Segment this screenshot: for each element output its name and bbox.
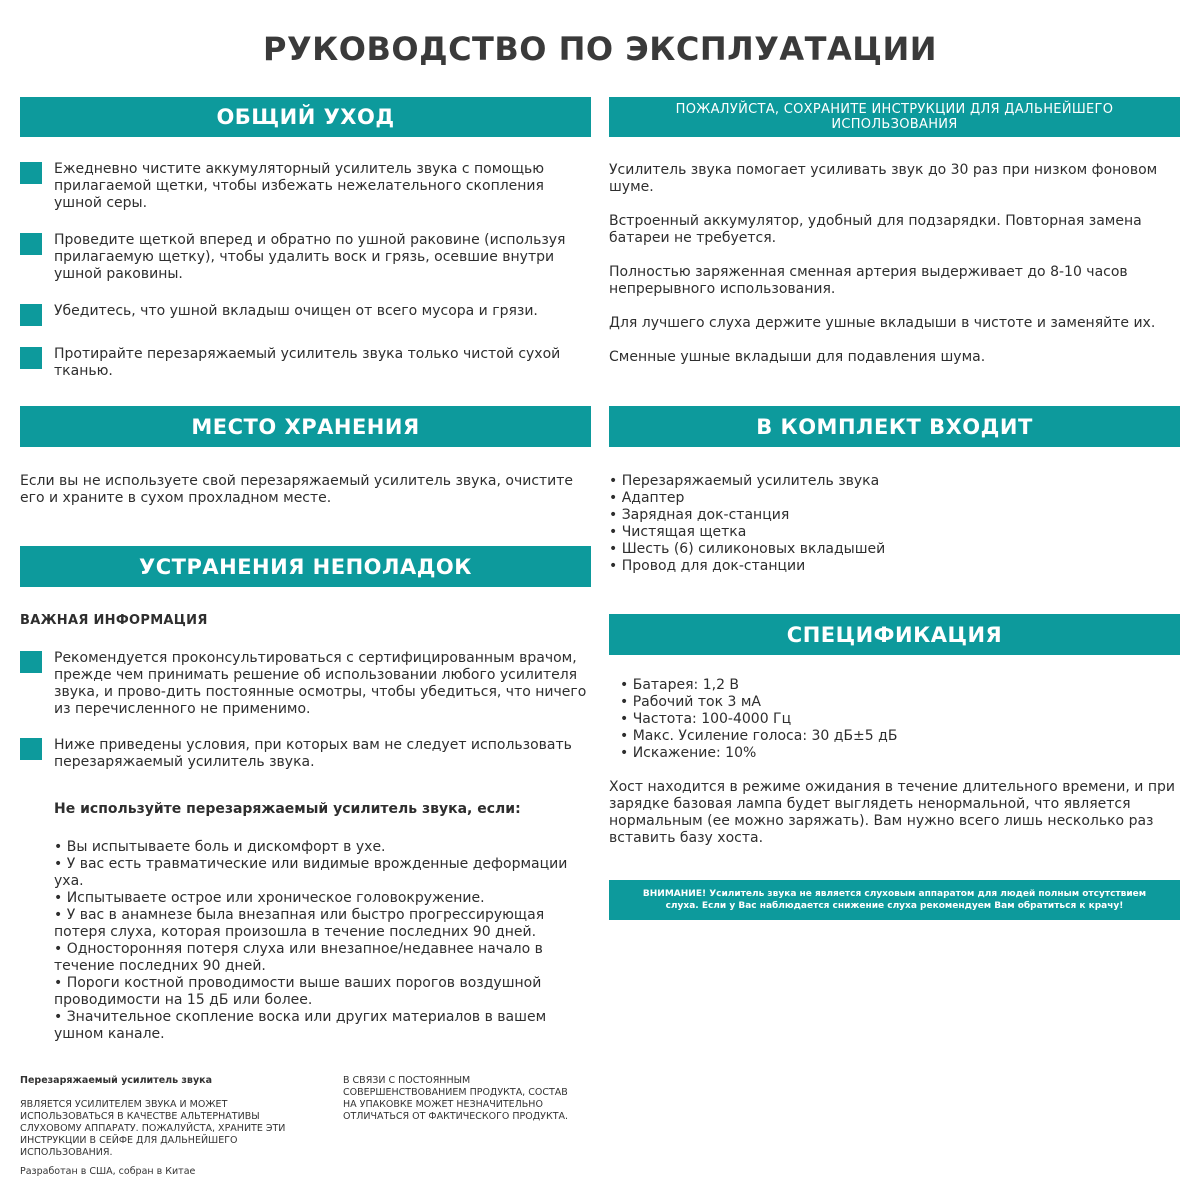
spec-item: • Батарея: 1,2 В <box>620 677 740 693</box>
storage-heading: МЕСТО ХРАНЕНИЯ <box>20 406 591 447</box>
spec-item: • Искажение: 10% <box>620 745 757 761</box>
condition-item: • Односторонняя потеря слуха или внезапное/недавнее начало в течение последних 90 дней. <box>54 941 543 974</box>
kit-item: • Зарядная док-станция <box>609 507 790 523</box>
condition-item: • У вас в анамнезе была внезапная или быстро прогрессирующая потеря слуха, которая произошла в течение последних 90 дней. <box>54 907 545 940</box>
save-instructions-heading: ПОЖАЛУЙСТА, СОХРАНИТЕ ИНСТРУКЦИИ ДЛЯ ДАЛЬНЕЙШЕГО ИСПОЛЬЗОВАНИЯ <box>609 97 1180 137</box>
care-heading: ОБЩИЙ УХОД <box>20 97 591 137</box>
kit-item: • Чистящая щетка <box>609 524 747 540</box>
troubleshooting-heading: УСТРАНЕНИЯ НЕПОЛАДОК <box>20 546 591 587</box>
footer-origin: Разработан в США, собран в Китае <box>20 1166 196 1177</box>
kit-list <box>609 473 1180 575</box>
bullet-square-icon <box>20 304 42 326</box>
conditions-list <box>54 839 574 1043</box>
kit-item: • Шесть (6) силиконовых вкладышей <box>609 541 886 557</box>
footer-disclaimer: ЯВЛЯЕТСЯ УСИЛИТЕЛЕМ ЗВУКА И МОЖЕТ ИСПОЛЬЗОВАТЬСЯ В КАЧЕСТВЕ АЛЬТЕРНАТИВЫ СЛУХОВОМУ АППАРАТУ. ПОЖАЛУЙСТА, ХРАНИТЕ ЭТИ ИНСТРУКЦИИ В СЕЙФЕ ДЛЯ ДАЛЬНЕЙШЕГО ИСПОЛЬЗОВАНИЯ. <box>20 1099 286 1158</box>
do-not-use-heading: Не используйте перезаряжаемый усилитель звука, если: <box>54 801 521 817</box>
info-paragraph: Сменные ушные вкладыши для подавления шума. <box>609 349 986 365</box>
spec-item: • Макс. Усиление голоса: 30 дБ±5 дБ <box>620 728 898 744</box>
troubleshooting-item <box>20 650 594 718</box>
spec-item: • Частота: 100-4000 Гц <box>620 711 792 727</box>
warning-banner: ВНИМАНИЕ! Усилитель звука не является слуховым аппаратом для людей полным отсутствием слуха. Если у Вас наблюдается снижение слуха рекомендуем Вам обратиться к крачу! <box>609 880 1180 920</box>
care-item <box>20 303 574 326</box>
troubleshooting-item <box>20 737 574 771</box>
care-item-text: Убедитесь, что ушной вкладыш очищен от всего мусора и грязи. <box>54 303 538 319</box>
condition-item: • Вы испытываете боль и дискомфорт в ухе. <box>54 839 386 855</box>
bullet-square-icon <box>20 738 42 760</box>
info-paragraph: Усилитель звука помогает усиливать звук до 30 раз при низком фоновом шуме. <box>609 162 1158 195</box>
spec-item: • Рабочий ток 3 мА <box>620 694 761 710</box>
info-paragraph: Встроенный аккумулятор, удобный для подзарядки. Повторная замена батареи не требуется. <box>609 213 1142 246</box>
condition-item: • Испытываете острое или хроническое головокружение. <box>54 890 485 906</box>
kit-item: • Перезаряжаемый усилитель звука <box>609 473 880 489</box>
storage-text: Если вы не используете свой перезаряжаемый усилитель звука, очистите его и храните в сухом прохладном месте. <box>20 473 574 506</box>
care-item <box>20 161 574 212</box>
bullet-square-icon <box>20 233 42 255</box>
specs-note: Хост находится в режиме ожидания в течение длительного времени, и при зарядке базовая лампа будет выглядеть ненормальной, что является нормальным (ее можно заряжать). Вам нужно всего лишь несколько раз вставить базу хоста. <box>609 779 1175 846</box>
page-title: РУКОВОДСТВО ПО ЭКСПЛУАТАЦИИ <box>262 30 937 68</box>
bullet-square-icon <box>20 162 42 184</box>
kit-heading: В КОМПЛЕКТ ВХОДИТ <box>609 406 1180 447</box>
info-paragraph: Для лучшего слуха держите ушные вкладыши в чистоте и заменяйте их. <box>609 315 1156 331</box>
troubleshooting-item-text: Рекомендуется проконсультироваться с сертифицированным врачом, прежде чем принимать решение об использовании любого усилителя звука, и прово-дить постоянные осмотры, чтобы убедиться, что ничего из перечисленного не применимо. <box>54 650 587 717</box>
bullet-square-icon <box>20 347 42 369</box>
footer-product-name: Перезаряжаемый усилитель звука <box>20 1075 212 1086</box>
care-item-text: Ежедневно чистите аккумуляторный усилитель звука с помощью прилагаемой щетки, чтобы избежать нежелательного скопления ушной серы. <box>54 161 545 211</box>
specs-list <box>620 677 1180 762</box>
kit-item: • Адаптер <box>609 490 685 506</box>
condition-item: • У вас есть травматические или видимые врожденные деформации уха. <box>54 856 568 889</box>
care-item-text: Проведите щеткой вперед и обратно по ушной раковине (используя прилагаемую щетку), чтобы удалить воск и грязь, осевшие внутри ушной раковины. <box>54 232 566 282</box>
info-paragraph: Полностью заряженная сменная артерия выдерживает до 8-10 часов непрерывного использования. <box>609 264 1128 297</box>
important-info-heading: ВАЖНАЯ ИНФОРМАЦИЯ <box>20 613 208 628</box>
condition-item: • Значительное скопление воска или других материалов в вашем ушном канале. <box>54 1009 547 1042</box>
footer-notice: В СВЯЗИ С ПОСТОЯННЫМ СОВЕРШЕНСТВОВАНИЕМ ПРОДУКТА, СОСТАВ НА УПАКОВКЕ МОЖЕТ НЕЗНАЧИТЕЛЬНО ОТЛИЧАТЬСЯ ОТ ФАКТИЧЕСКОГО ПРОДУКТА. <box>343 1075 569 1122</box>
kit-item: • Провод для док-станции <box>609 558 806 574</box>
care-item-text: Протирайте перезаряжаемый усилитель звука только чистой сухой тканью. <box>54 346 561 379</box>
care-item <box>20 232 574 283</box>
condition-item: • Пороги костной проводимости выше ваших порогов воздушной проводимости на 15 дБ или более. <box>54 975 542 1008</box>
care-item <box>20 346 574 380</box>
troubleshooting-item-text: Ниже приведены условия, при которых вам не следует использовать перезаряжаемый усилитель звука. <box>54 737 572 770</box>
specs-heading: СПЕЦИФИКАЦИЯ <box>609 614 1180 655</box>
bullet-square-icon <box>20 651 42 673</box>
